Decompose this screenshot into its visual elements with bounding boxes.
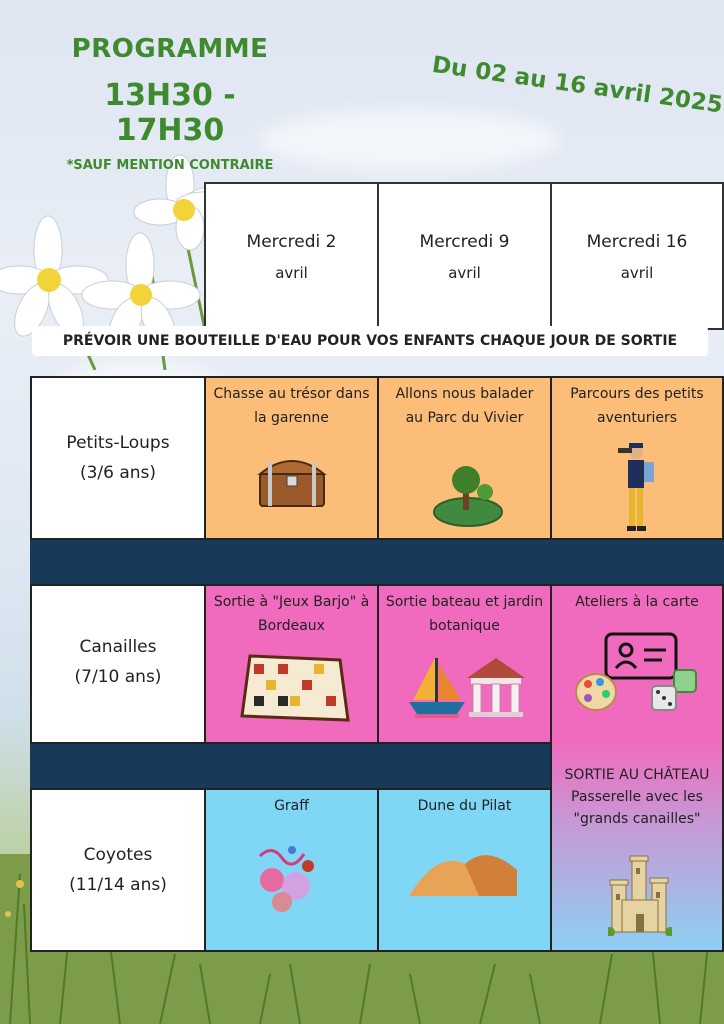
group-age: (3/6 ans): [79, 463, 157, 483]
activity-cell: [377, 788, 552, 952]
treasure-chest-icon: [256, 452, 328, 508]
explorer-icon: [612, 440, 662, 536]
shared-activity-cell: [550, 742, 724, 952]
group-age: (7/10 ans): [74, 667, 162, 687]
graffiti-icon: [252, 842, 332, 922]
day-header-3: [550, 182, 724, 330]
activity-cell: [550, 584, 724, 744]
program-title: PROGRAMME: [71, 34, 269, 64]
month-label: avril: [275, 264, 308, 282]
castle-icon: [608, 854, 672, 936]
activity-cell: [377, 376, 552, 540]
day-label: Mercredi 9: [419, 232, 510, 252]
boat-icon: [407, 654, 467, 720]
group-cell-coyotes: [30, 788, 206, 952]
activity-text: Dune du Pilat: [417, 798, 512, 814]
activity-text: Ateliers à la carte: [575, 594, 699, 610]
board-game-icon: [240, 650, 352, 726]
activity-text: Allons nous balader au Parc du Vivier: [395, 386, 534, 426]
month-label: avril: [448, 264, 481, 282]
activity-text: Chasse au trésor dans la garenne: [213, 386, 370, 426]
workshop-icon: [574, 630, 704, 720]
activity-cell: [204, 584, 379, 744]
group-cell-petits-loups: [30, 376, 206, 540]
shared-activity-line1: Passerelle avec les: [571, 789, 703, 805]
day-label: Mercredi 16: [586, 232, 688, 252]
activity-cell: [204, 788, 379, 952]
group-name: Petits-Loups: [66, 433, 170, 453]
activity-text: Sortie bateau et jardin botanique: [385, 594, 544, 634]
group-name: Canailles: [79, 637, 157, 657]
activity-text: Sortie à "Jeux Barjo" à Bordeaux: [213, 594, 370, 634]
gazebo-icon: [465, 656, 527, 718]
date-range: Du 02 au 16 avril 2025: [430, 52, 724, 119]
separator-band: [30, 742, 552, 790]
separator-band: [30, 536, 724, 586]
program-note: *SAUF MENTION CONTRAIRE: [66, 158, 274, 173]
water-bottle-banner: PRÉVOIR UNE BOUTEILLE D'EAU POUR VOS ENFANTS CHAQUE JOUR DE SORTIE: [32, 326, 708, 356]
activity-cell: [377, 584, 552, 744]
activity-text: Graff: [274, 798, 309, 814]
program-title-block: [60, 34, 280, 173]
shared-activity-line2: "grands canailles": [573, 811, 701, 827]
schedule-grid: [30, 376, 724, 952]
group-cell-canailles: [30, 584, 206, 744]
park-icon: [433, 464, 503, 528]
day-header-1: [204, 182, 379, 330]
day-header-2: [377, 182, 552, 330]
cloud: [260, 110, 560, 170]
dune-icon: [407, 840, 519, 898]
month-label: avril: [620, 264, 654, 282]
program-hours: 13H30 - 17H30: [104, 78, 236, 148]
activity-cell: [550, 376, 724, 540]
group-age: (11/14 ans): [69, 875, 167, 895]
group-name: Coyotes: [83, 845, 153, 865]
day-label: Mercredi 2: [246, 232, 337, 252]
activity-text: Parcours des petits aventuriers: [570, 386, 704, 426]
shared-activity-title: SORTIE AU CHÂTEAU: [564, 767, 710, 783]
activity-cell: [204, 376, 379, 540]
